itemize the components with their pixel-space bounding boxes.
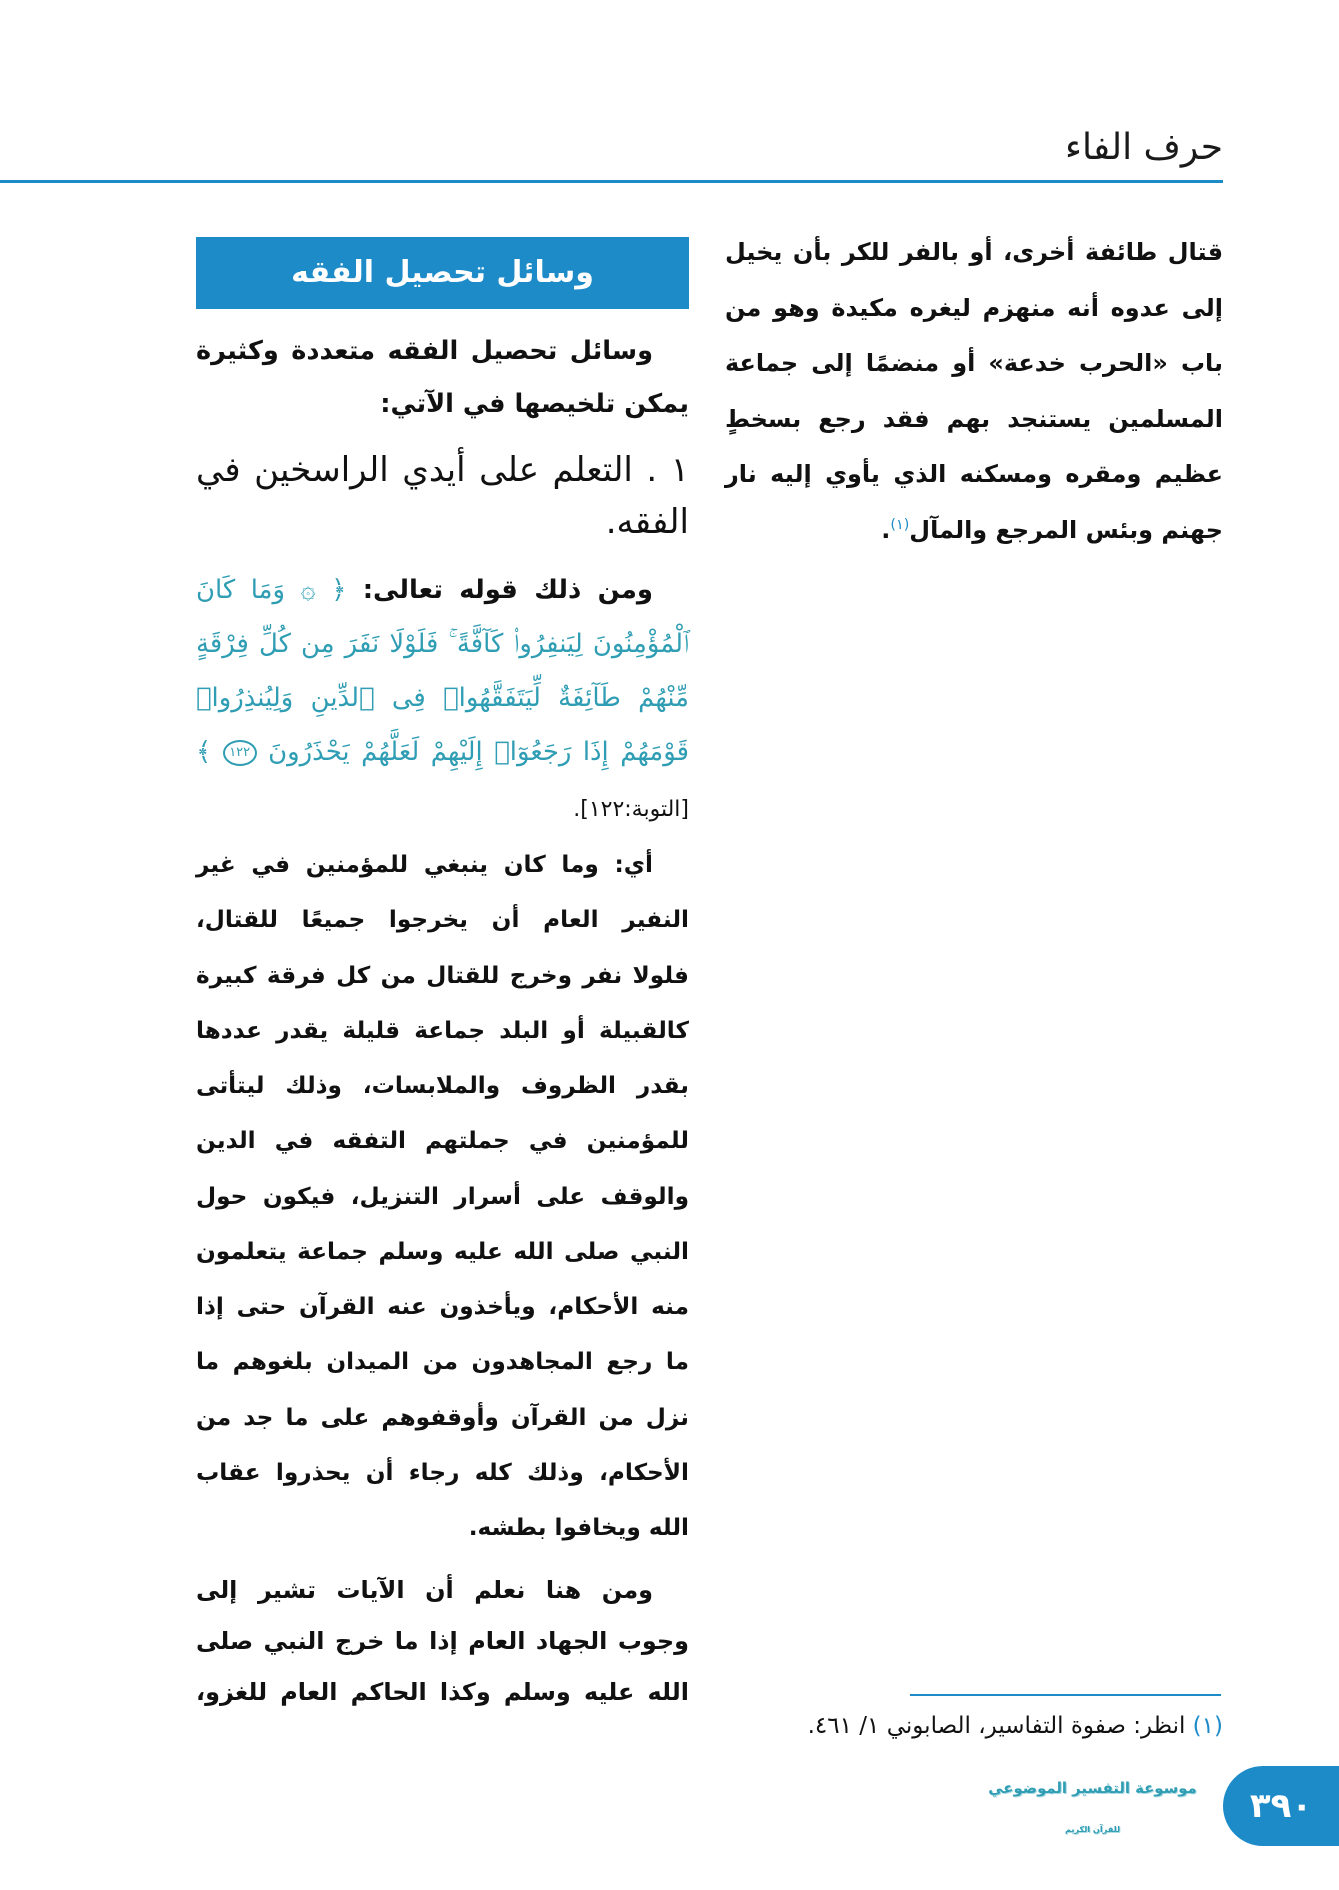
text-line: ١ . التعلم على أيدي الراسخين في xyxy=(196,450,689,490)
line-punctuation: . xyxy=(881,515,891,544)
text-line xyxy=(725,503,1223,559)
text-line: كالقبيلة أو البلد جماعة قليلة يقدر عددها xyxy=(196,1016,689,1044)
text-line: الأحكام، وذلك كله رجاء أن يحذروا عقاب xyxy=(196,1458,689,1486)
text-line: نزل من القرآن وأوقفوهم على ما جد من xyxy=(196,1403,689,1431)
text-line: الفقه. xyxy=(605,502,689,542)
footnote-text: انظر: صفوة التفاسير، الصابوني ١/ ٤٦١. xyxy=(807,1713,1186,1739)
text-line: فلولا نفر وخرج للقتال من كل فرقة كبيرة xyxy=(196,961,689,989)
footnote-rule xyxy=(910,1694,1221,1696)
verse-line: ٱلْمُؤْمِنُونَ لِيَنفِرُوا۟ كَآفَّةً ۚ فَلَوْلَا نَفَرَ مِن كُلِّ فِرْقَةٍ xyxy=(196,629,689,659)
verse-close-bracket: ﴾ xyxy=(196,737,212,767)
text-line: للمؤمنين في جملتهم التفقه في الدين xyxy=(196,1127,689,1155)
quran-quote xyxy=(196,563,689,779)
text-line: منه الأحكام، ويأخذون عنه القرآن حتى إذا xyxy=(196,1293,689,1320)
text-line: الله عليه وسلم وكذا الحاكم العام للغزو، xyxy=(196,1678,689,1706)
line-text: جهنم وبئس المرجع والمآل xyxy=(909,515,1223,544)
section-heading: وسائل تحصيل الفقه xyxy=(291,255,594,290)
logo-title: موسوعة التفسير الموضوعي xyxy=(988,1779,1197,1797)
text-line: وسائل تحصيل الفقه متعددة وكثيرة xyxy=(196,336,653,366)
text-line: النبي صلى الله عليه وسلم جماعة يتعلمون xyxy=(196,1237,689,1265)
section-heading-box xyxy=(196,237,689,309)
header-rule xyxy=(0,180,1223,183)
verse-citation-block xyxy=(196,792,689,828)
logo-subtitle: للقرآن الكريم xyxy=(1064,1824,1121,1834)
text-line: النفير العام أن يخرجوا جميعًا للقتال، xyxy=(196,906,689,934)
text-line: الله ويخافوا بطشه. xyxy=(468,1514,689,1541)
text-line: قتال طائفة أخرى، أو بالفر للكر بأن يخيل xyxy=(725,238,1223,266)
quote-intro: ومن ذلك قوله تعالى: xyxy=(362,575,653,605)
quote-intro-line xyxy=(196,563,689,617)
right-column xyxy=(725,225,1223,558)
text-line: باب «الحرب خدعة» أو منضمًا إلى جماعة xyxy=(725,349,1223,377)
text-line: ومن هنا نعلم أن الآيات تشير إلى xyxy=(196,1576,653,1604)
page-number-tab xyxy=(1223,1766,1339,1846)
text-line: إلى عدوه أنه منهزم ليغره مكيدة وهو من xyxy=(725,293,1223,322)
verse-text: قَوْمَهُمْ إِذَا رَجَعُوٓا۟ إِلَيْهِمْ لَعَلَّهُمْ يَحْذَرُونَ xyxy=(268,737,689,767)
verse-line xyxy=(196,725,689,779)
text-line: وجوب الجهاد العام إذا ما خرج النبي صلى xyxy=(196,1627,689,1655)
text-line: ما رجع المجاهدون من الميدان بلغوهم ما xyxy=(196,1348,689,1376)
text-line: أي: وما كان ينبغي للمؤمنين في غير xyxy=(196,851,653,878)
body-paragraph xyxy=(196,837,689,1555)
running-header-title: حرف الفاء xyxy=(1065,127,1223,168)
footnote xyxy=(740,1708,1223,1744)
text-line: يمكن تلخيصها في الآتي: xyxy=(380,389,689,419)
verse-citation: [التوبة:١٢٢]. xyxy=(573,797,689,822)
verse-text: ﴿ ۞ وَمَا كَانَ xyxy=(196,575,347,605)
footnote-reference: (١) xyxy=(890,516,910,533)
closing-paragraph xyxy=(196,1565,689,1718)
series-logo xyxy=(985,1762,1200,1844)
text-line: عظيم ومقره ومسكنه الذي يأوي إليه نار xyxy=(725,460,1223,488)
text-line: المسلمين يستنجد بهم فقد رجع بسخطٍ xyxy=(725,404,1223,433)
text-line: بقدر الظروف والملابسات، وذلك ليتأتى xyxy=(196,1072,689,1099)
intro-paragraph xyxy=(196,325,689,431)
text-line: والوقف على أسرار التنزيل، فيكون حول xyxy=(196,1182,689,1210)
footnote-marker: (١) xyxy=(1192,1713,1223,1739)
verse-line: مِّنْهُمْ طَآئِفَةٌ لِّيَتَفَقَّهُوا۟ فِى ٱلدِّينِ وَلِيُنذِرُوا۟ xyxy=(196,683,689,713)
page-number: ٣٩٠ xyxy=(1249,1786,1313,1826)
list-item xyxy=(196,444,689,548)
ayah-number-marker: ١٢٢ xyxy=(223,740,257,766)
